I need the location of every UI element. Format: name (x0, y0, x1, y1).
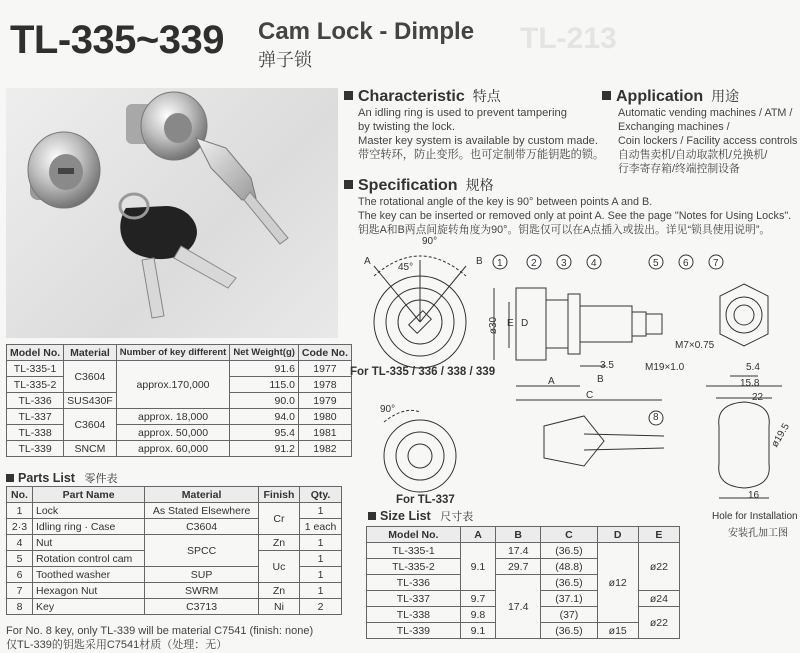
size-c-cell: (36.5) (541, 575, 597, 591)
parts-header: Material (145, 487, 259, 503)
dim-35-label: 3.5 (600, 360, 614, 371)
specification-title: Specification (358, 177, 458, 194)
code-cell: 1982 (298, 441, 351, 457)
application-heading (602, 86, 739, 106)
text-line: Automatic vending machines / ATM / (618, 107, 793, 119)
bullet-square-icon (602, 91, 611, 100)
ghost-watermark: TL-213 (520, 22, 617, 55)
part-material-cell: C3713 (145, 599, 259, 615)
code-cell: 1980 (298, 409, 351, 425)
bullet-square-icon (6, 474, 14, 482)
application-title: Application (616, 88, 704, 105)
table-row (7, 441, 352, 457)
dia30-label: ø30 (488, 316, 500, 335)
part-no-cell: 2·3 (7, 519, 33, 535)
part-qty-cell: 2 (300, 599, 342, 615)
key-diff-cell: approx. 18,000 (116, 409, 230, 425)
part-qty-cell: 1 (300, 583, 342, 599)
size-a-cell: 9.8 (460, 607, 495, 623)
callout-2: 2 (531, 258, 537, 269)
size-model-cell: TL-336 (367, 575, 461, 591)
size-d-cell: ø12 (597, 543, 638, 623)
text-line: Coin lockers / Facility access controls (618, 135, 798, 147)
size-b-cell: 29.7 (496, 559, 541, 575)
key-diff-cell: approx. 60,000 (116, 441, 230, 457)
model-cell: TL-336 (7, 393, 64, 409)
weight-cell: 95.4 (230, 425, 299, 441)
part-finish-cell: Zn (258, 583, 299, 599)
table-row (7, 583, 342, 599)
parts-list-heading (6, 470, 117, 486)
size-model-cell: TL-337 (367, 591, 461, 607)
parts-header: Part Name (33, 487, 145, 503)
table-row (7, 503, 342, 519)
part-material-cell: C3604 (145, 519, 259, 535)
size-d-cell: ø15 (597, 623, 638, 639)
table-row (7, 409, 352, 425)
size-c-cell: (36.5) (541, 543, 597, 559)
part-finish-cell: Cr (258, 503, 299, 535)
size-c-cell: (37) (541, 607, 597, 623)
material-cell: SNCM (64, 441, 117, 457)
size-e-cell: ø22 (638, 607, 679, 639)
size-title: Size List (380, 509, 431, 523)
callout-3: 3 (561, 258, 567, 269)
callout-7: 7 (713, 258, 719, 269)
weight-cell: 115.0 (230, 377, 299, 393)
size-header: A (460, 527, 495, 543)
size-c-cell: (37.1) (541, 591, 597, 607)
model-table-header: Number of key different (116, 345, 230, 361)
model-table-header: Material (64, 345, 117, 361)
part-no-cell: 6 (7, 567, 33, 583)
part-no-cell: 4 (7, 535, 33, 551)
callout-5: 5 (653, 258, 659, 269)
model-cell: TL-339 (7, 441, 64, 457)
text-line: 钥匙A和B两点间旋转角度为90°。钥匙仅可以在A点插入或拔出。详见“锁具使用说明”。 (358, 224, 771, 236)
product-photo (6, 88, 338, 338)
parts-header: Qty. (300, 487, 342, 503)
bullet-square-icon (344, 180, 353, 189)
size-model-cell: TL-335-1 (367, 543, 461, 559)
technical-drawing (344, 236, 800, 536)
size-c-cell: (48.8) (541, 559, 597, 575)
text-line: 带空转环，防止变形。也可定制带万能钥匙的锁。 (358, 149, 605, 161)
weight-cell: 90.0 (230, 393, 299, 409)
table-row (367, 543, 680, 559)
code-cell: 1978 (298, 377, 351, 393)
text-line: 行李寄存箱/终端控制设备 (618, 163, 740, 175)
key-diff-cell: approx. 50,000 (116, 425, 230, 441)
parts-table (6, 486, 342, 615)
product-name: Cam Lock - Dimple (258, 18, 475, 45)
part-qty-cell: 1 (300, 503, 342, 519)
specification-title-cn: 规格 (465, 177, 494, 193)
point-b-label: B (476, 256, 483, 267)
part-name-cell: Lock (33, 503, 145, 519)
parts-title-cn: 零件表 (84, 473, 118, 485)
part-finish-cell: Uc (258, 551, 299, 583)
text-line: An idling ring is used to prevent tampering (358, 107, 567, 119)
material-cell: SUS430F (64, 393, 117, 409)
model-cell: TL-335-1 (7, 361, 64, 377)
angle-45-label: 45° (398, 262, 414, 273)
dim-c-label: C (586, 390, 594, 401)
size-b-cell: 17.4 (496, 543, 541, 559)
callout-8: 8 (653, 412, 659, 423)
table-row (7, 425, 352, 441)
application-title-cn: 用途 (711, 88, 740, 104)
model-title: TL-335~339 (10, 18, 225, 62)
material-cell: C3604 (64, 361, 117, 393)
model-cell: TL-335-2 (7, 377, 64, 393)
parts-header: No. (7, 487, 33, 503)
model-cell: TL-338 (7, 425, 64, 441)
text-line: The rotational angle of the key is 90° between points A and B. (358, 196, 653, 208)
dim-195-label: ø19.5 (769, 421, 792, 450)
part-name-cell: Idling ring · Case (33, 519, 145, 535)
part-material-cell: SPCC (145, 535, 259, 567)
dim-a-label: A (548, 376, 555, 387)
size-table (366, 526, 680, 639)
text-line: by twisting the lock. (358, 121, 456, 133)
size-e-cell: ø22 (638, 543, 679, 591)
angle-90-337-label: 90° (380, 404, 396, 415)
part-qty-cell: 1 each (300, 519, 342, 535)
material-cell: C3604 (64, 409, 117, 441)
part-qty-cell: 1 (300, 551, 342, 567)
thread-m7-label: M7×0.75 (675, 340, 715, 351)
angle-90-label: 90° (422, 236, 438, 247)
for-main-label: For TL-335 / 336 / 338 / 339 (350, 366, 496, 378)
size-c-cell: (36.5) (541, 623, 597, 639)
specification-text (358, 195, 791, 237)
part-no-cell: 8 (7, 599, 33, 615)
part-finish-cell: Zn (258, 535, 299, 551)
callout-6: 6 (683, 258, 689, 269)
parts-header: Finish (258, 487, 299, 503)
part-name-cell: Nut (33, 535, 145, 551)
callout-1: 1 (497, 258, 503, 269)
callout-4: 4 (591, 258, 597, 269)
bullet-square-icon (344, 91, 353, 100)
code-cell: 1977 (298, 361, 351, 377)
part-no-cell: 7 (7, 583, 33, 599)
characteristic-text (358, 106, 604, 162)
parts-note-en: For No. 8 key, only TL-339 will be material C7541 (finish: none) (6, 625, 314, 637)
part-material-cell: SWRM (145, 583, 259, 599)
part-no-cell: 1 (7, 503, 33, 519)
code-cell: 1979 (298, 393, 351, 409)
model-table-header: Model No. (7, 345, 64, 361)
text-line: Exchanging machines / (618, 121, 730, 133)
size-a-cell: 9.7 (460, 591, 495, 607)
parts-note-cn: 仅TL-339的钥匙采用C7541材质（处理：无） (6, 639, 228, 651)
parts-title: Parts List (18, 471, 75, 485)
size-list-heading (368, 508, 473, 524)
size-b-cell: 17.4 (496, 575, 541, 639)
key-diff-cell: approx.170,000 (116, 361, 230, 409)
part-name-cell: Rotation control cam (33, 551, 145, 567)
model-table-header: Code No. (298, 345, 351, 361)
weight-cell: 91.2 (230, 441, 299, 457)
size-e-cell: ø24 (638, 591, 679, 607)
dim-d-label: D (521, 318, 529, 329)
bullet-square-icon (368, 512, 376, 520)
model-cell: TL-337 (7, 409, 64, 425)
part-qty-cell: 1 (300, 535, 342, 551)
dim-e-label: E (507, 318, 514, 329)
dim-54-label: 5.4 (746, 362, 760, 373)
point-a-label: A (364, 256, 371, 267)
size-model-cell: TL-338 (367, 607, 461, 623)
characteristic-title-cn: 特点 (472, 88, 501, 104)
table-row (7, 599, 342, 615)
weight-cell: 91.6 (230, 361, 299, 377)
size-title-cn: 尺寸表 (440, 511, 474, 523)
part-material-cell: As Stated Elsewhere (145, 503, 259, 519)
model-table-header: Net Weight(g) (230, 345, 299, 361)
text-line: Master key system is available by custom made. (358, 135, 598, 147)
for-337-label: For TL-337 (396, 494, 455, 506)
specification-heading (344, 175, 494, 195)
characteristic-title: Characteristic (358, 88, 465, 105)
dim-158-label: 15.8 (740, 378, 760, 389)
size-header: E (638, 527, 679, 543)
dim-16-label: 16 (748, 490, 760, 501)
size-a-cell: 9.1 (460, 543, 495, 591)
text-line: The key can be inserted or removed only at point A. See the page "Notes for Using Locks". (358, 210, 792, 222)
part-finish-cell: Ni (258, 599, 299, 615)
text-line: 自动售卖机/自动取款机/兑换机/ (618, 149, 768, 161)
dim-b-label: B (597, 374, 604, 385)
product-name-cn: 弹子锁 (258, 50, 312, 70)
application-text (618, 106, 797, 176)
size-a-cell: 9.1 (460, 623, 495, 639)
characteristic-heading (344, 86, 501, 106)
part-material-cell: SUP (145, 567, 259, 583)
size-header: Model No. (367, 527, 461, 543)
hole-label: Hole for Installation (712, 511, 798, 522)
part-name-cell: Key (33, 599, 145, 615)
part-name-cell: Hexagon Nut (33, 583, 145, 599)
model-table (6, 344, 352, 457)
part-no-cell: 5 (7, 551, 33, 567)
part-qty-cell: 1 (300, 567, 342, 583)
size-model-cell: TL-335-2 (367, 559, 461, 575)
size-header: C (541, 527, 597, 543)
code-cell: 1981 (298, 425, 351, 441)
size-header: D (597, 527, 638, 543)
part-name-cell: Toothed washer (33, 567, 145, 583)
size-model-cell: TL-339 (367, 623, 461, 639)
table-row (7, 535, 342, 551)
thread-m19-label: M19×1.0 (645, 362, 685, 373)
hole-label-cn: 安装孔加工图 (728, 528, 788, 539)
weight-cell: 94.0 (230, 409, 299, 425)
dim-22-label: 22 (752, 392, 764, 403)
cam-lock-photo-illustration (6, 88, 338, 338)
table-row (7, 361, 352, 377)
size-header: B (496, 527, 541, 543)
